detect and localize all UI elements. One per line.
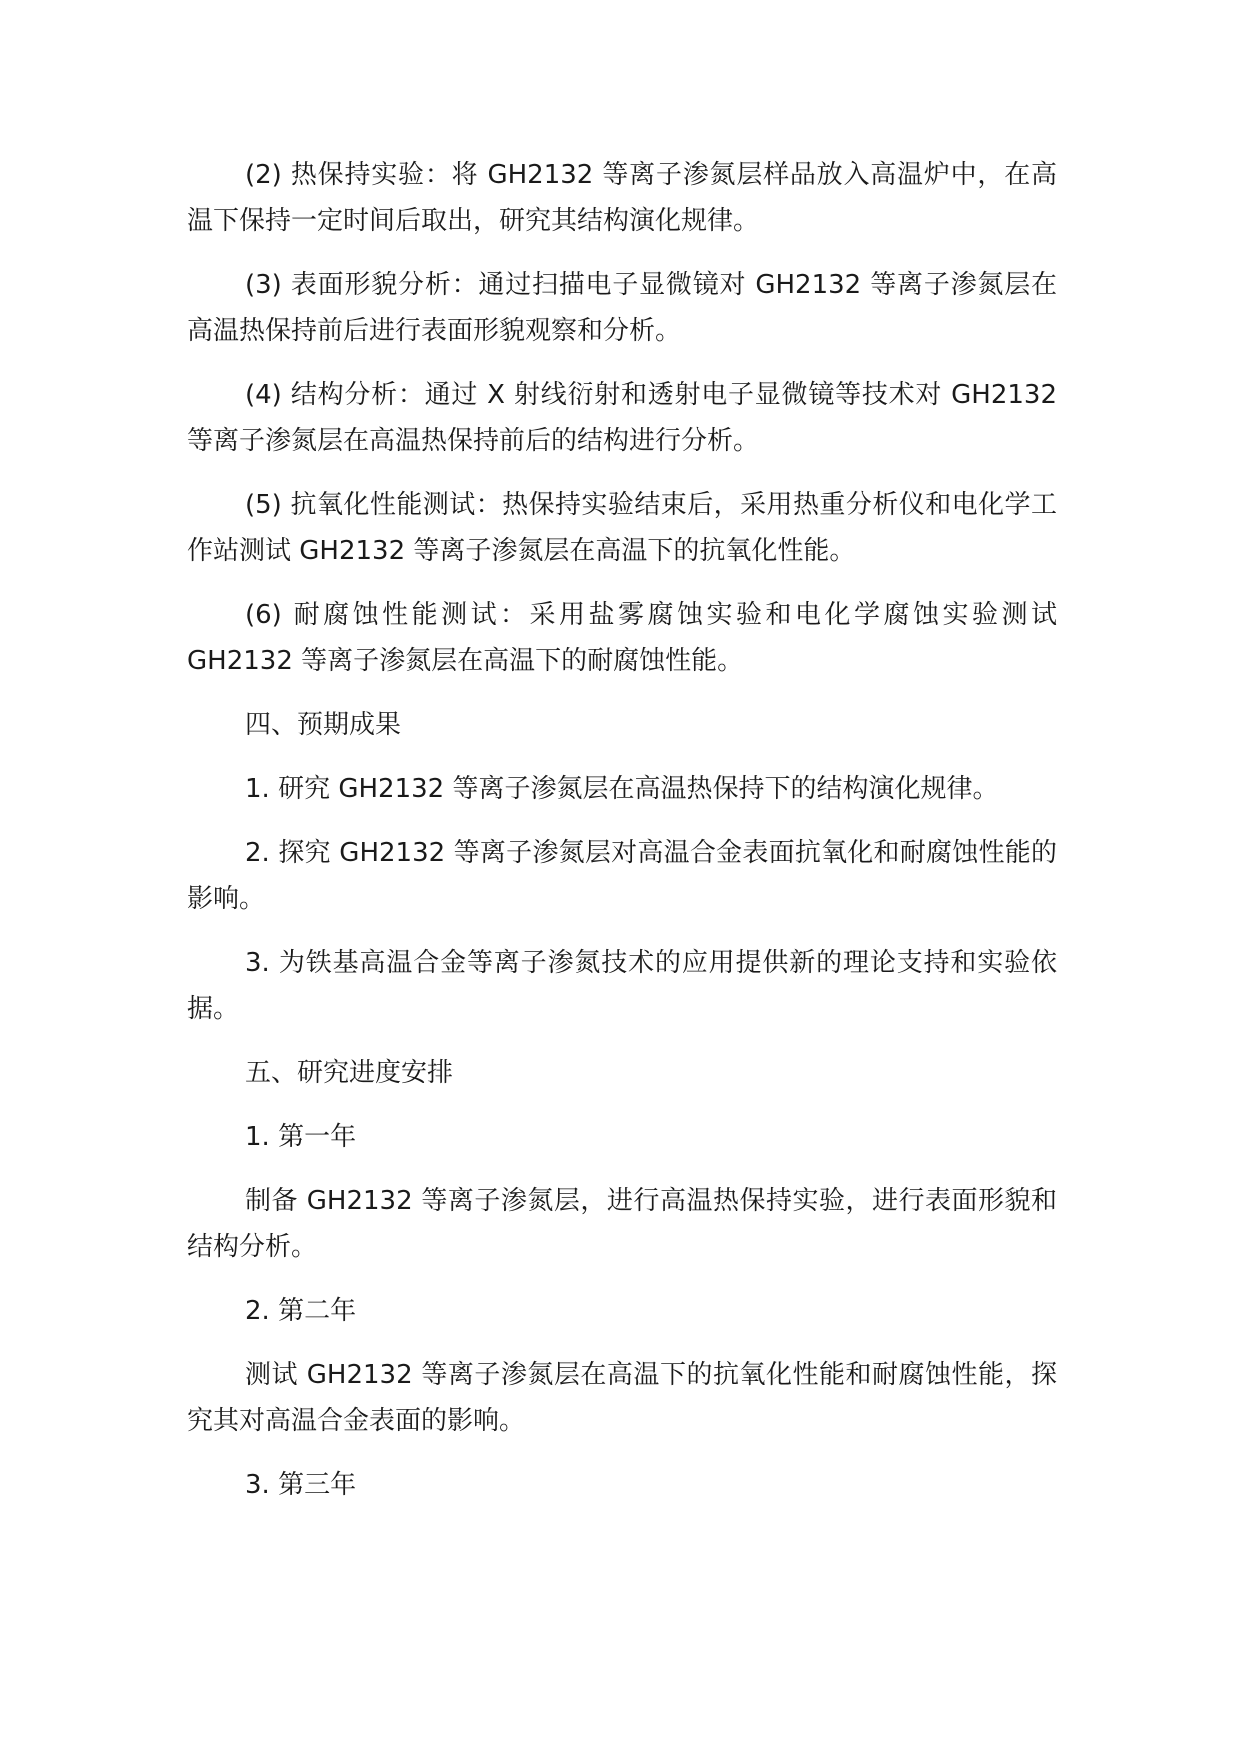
document-body <box>187 152 1057 1526</box>
schedule-year-1-heading: 1. 第一年 <box>245 1122 357 1152</box>
schedule-year-2-heading: 2. 第二年 <box>245 1296 357 1326</box>
expected-result-item-2: 2. 探究 GH2132 等离子渗氮层对高温合金表面抗氧化和耐腐蚀性能的影响。 <box>187 838 1057 914</box>
paragraph-oxidation-resistance-test: (5) 抗氧化性能测试：热保持实验结束后，采用热重分析仪和电化学工作站测试 GH2132 等离子渗氮层在高温下的抗氧化性能。 <box>187 490 1057 566</box>
paragraph-corrosion-resistance-test: (6) 耐腐蚀性能测试：采用盐雾腐蚀实验和电化学腐蚀实验测试 GH2132 等离子渗氮层在高温下的耐腐蚀性能。 <box>187 600 1057 676</box>
schedule-year-3-heading: 3. 第三年 <box>245 1470 357 1500</box>
section-heading-expected-results: 四、预期成果 <box>245 710 402 740</box>
schedule-year-1-text: 制备 GH2132 等离子渗氮层，进行高温热保持实验，进行表面形貌和结构分析。 <box>187 1186 1057 1262</box>
expected-result-item-3: 3. 为铁基高温合金等离子渗氮技术的应用提供新的理论支持和实验依据。 <box>187 948 1057 1024</box>
paragraph-structure-analysis: (4) 结构分析：通过 X 射线衍射和透射电子显微镜等技术对 GH2132 等离子渗氮层在高温热保持前后的结构进行分析。 <box>187 380 1057 456</box>
paragraph-heat-holding-experiment: (2) 热保持实验：将 GH2132 等离子渗氮层样品放入高温炉中，在高温下保持一定时间后取出，研究其结构演化规律。 <box>187 160 1057 236</box>
section-heading-schedule: 五、研究进度安排 <box>245 1058 454 1088</box>
paragraph-surface-morphology-analysis: (3) 表面形貌分析：通过扫描电子显微镜对 GH2132 等离子渗氮层在高温热保持前后进行表面形貌观察和分析。 <box>187 270 1057 346</box>
expected-result-item-1: 1. 研究 GH2132 等离子渗氮层在高温热保持下的结构演化规律。 <box>245 774 999 804</box>
schedule-year-2-text: 测试 GH2132 等离子渗氮层在高温下的抗氧化性能和耐腐蚀性能，探究其对高温合金表面的影响。 <box>187 1360 1057 1436</box>
